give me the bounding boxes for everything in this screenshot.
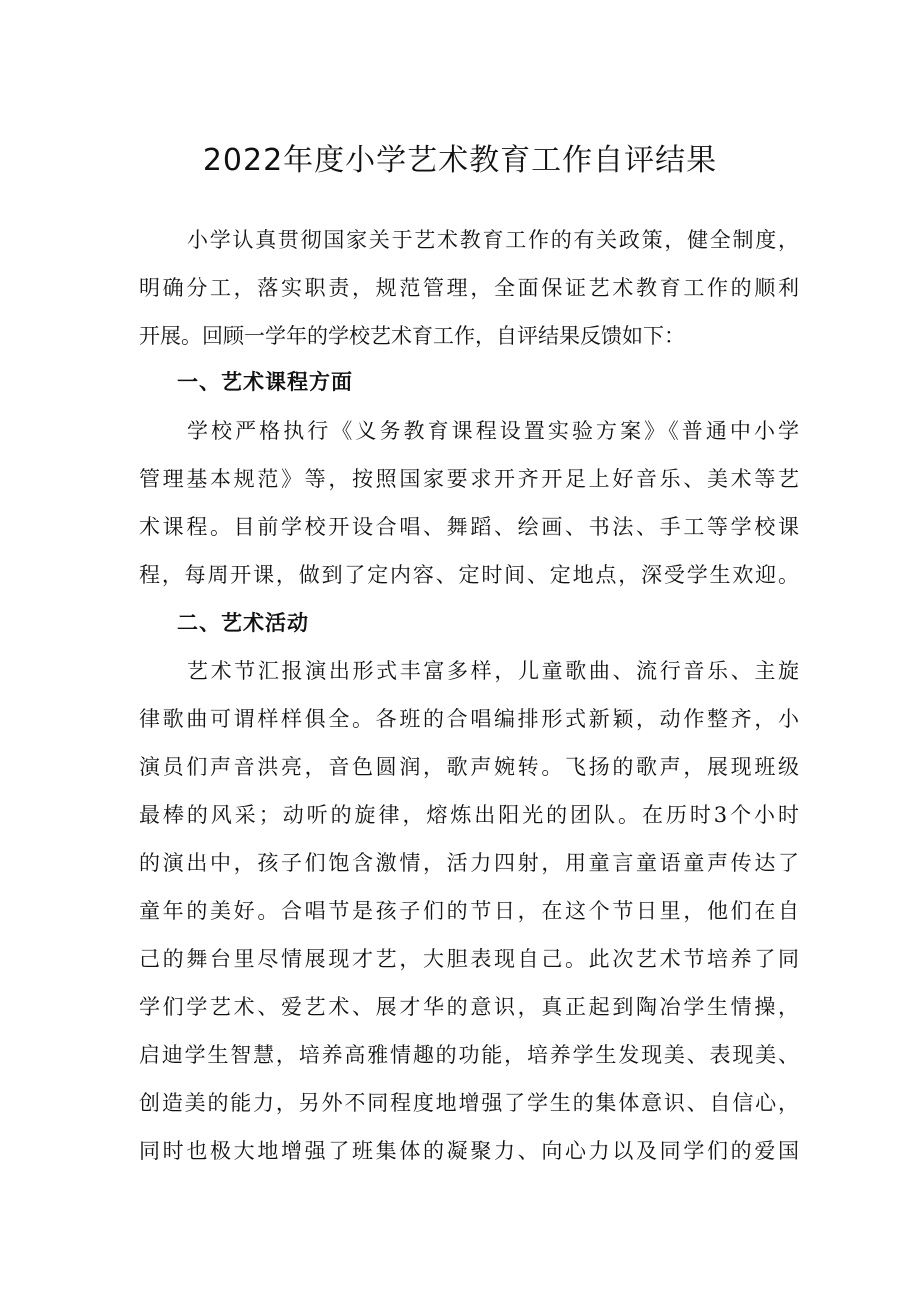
section2-line-9: 启迪学生智慧，培养高雅情趣的功能，培养学生发现美、表现美、 — [139, 1043, 799, 1067]
section2-line-3: 演员们声音洪亮，音色圆润，歌声婉转。飞扬的歌声，展现班级 — [139, 755, 799, 779]
section2-line-1: 艺术节汇报演出形式丰富多样，儿童歌曲、流行音乐、主旋 — [187, 659, 799, 683]
section1-line-4: 程，每周开课，做到了定内容、定时间、定地点，深受学生欢迎。 — [139, 563, 799, 587]
section2-line-4: 最棒的风采；动听的旋律，熔炼出阳光的团队。在历时3个小时 — [139, 803, 799, 827]
section-heading-art-activities: 二、艺术活动 — [177, 611, 309, 635]
section1-line-2: 管理基本规范》等，按照国家要求开齐开足上好音乐、美术等艺 — [139, 467, 799, 491]
intro-line-1: 小学认真贯彻国家关于艺术教育工作的有关政策，健全制度， — [187, 228, 799, 252]
section1-line-3: 术课程。目前学校开设合唱、舞蹈、绘画、书法、手工等学校课 — [139, 515, 799, 539]
section-heading-art-courses: 一、艺术课程方面 — [177, 370, 353, 394]
intro-line-2: 明确分工，落实职责，规范管理，全面保证艺术教育工作的顺利 — [139, 276, 799, 300]
section2-line-5: 的演出中，孩子们饱含激情，活力四射，用童言童语童声传达了 — [139, 851, 799, 875]
section2-line-10: 创造美的能力，另外不同程度地增强了学生的集体意识、自信心， — [139, 1091, 799, 1115]
intro-line-3: 开展。回顾一学年的学校艺术育工作，自评结果反馈如下： — [139, 324, 685, 348]
document-title: 2022年度小学艺术教育工作自评结果 — [202, 143, 718, 178]
section2-line-7: 己的舞台里尽情展现才艺，大胆表现自己。此次艺术节培养了同 — [139, 947, 799, 971]
section1-line-1: 学校严格执行《义务教育课程设置实验方案》《普通中小学 — [187, 419, 799, 443]
section2-line-8: 学们学艺术、爱艺术、展才华的意识，真正起到陶冶学生情操， — [139, 995, 799, 1019]
section2-line-2: 律歌曲可谓样样俱全。各班的合唱编排形式新颖，动作整齐，小 — [139, 707, 799, 731]
section2-line-11: 同时也极大地增强了班集体的凝聚力、向心力以及同学们的爱国 — [139, 1139, 799, 1163]
section2-line-6: 童年的美好。合唱节是孩子们的节日，在这个节日里，他们在自 — [139, 899, 799, 923]
